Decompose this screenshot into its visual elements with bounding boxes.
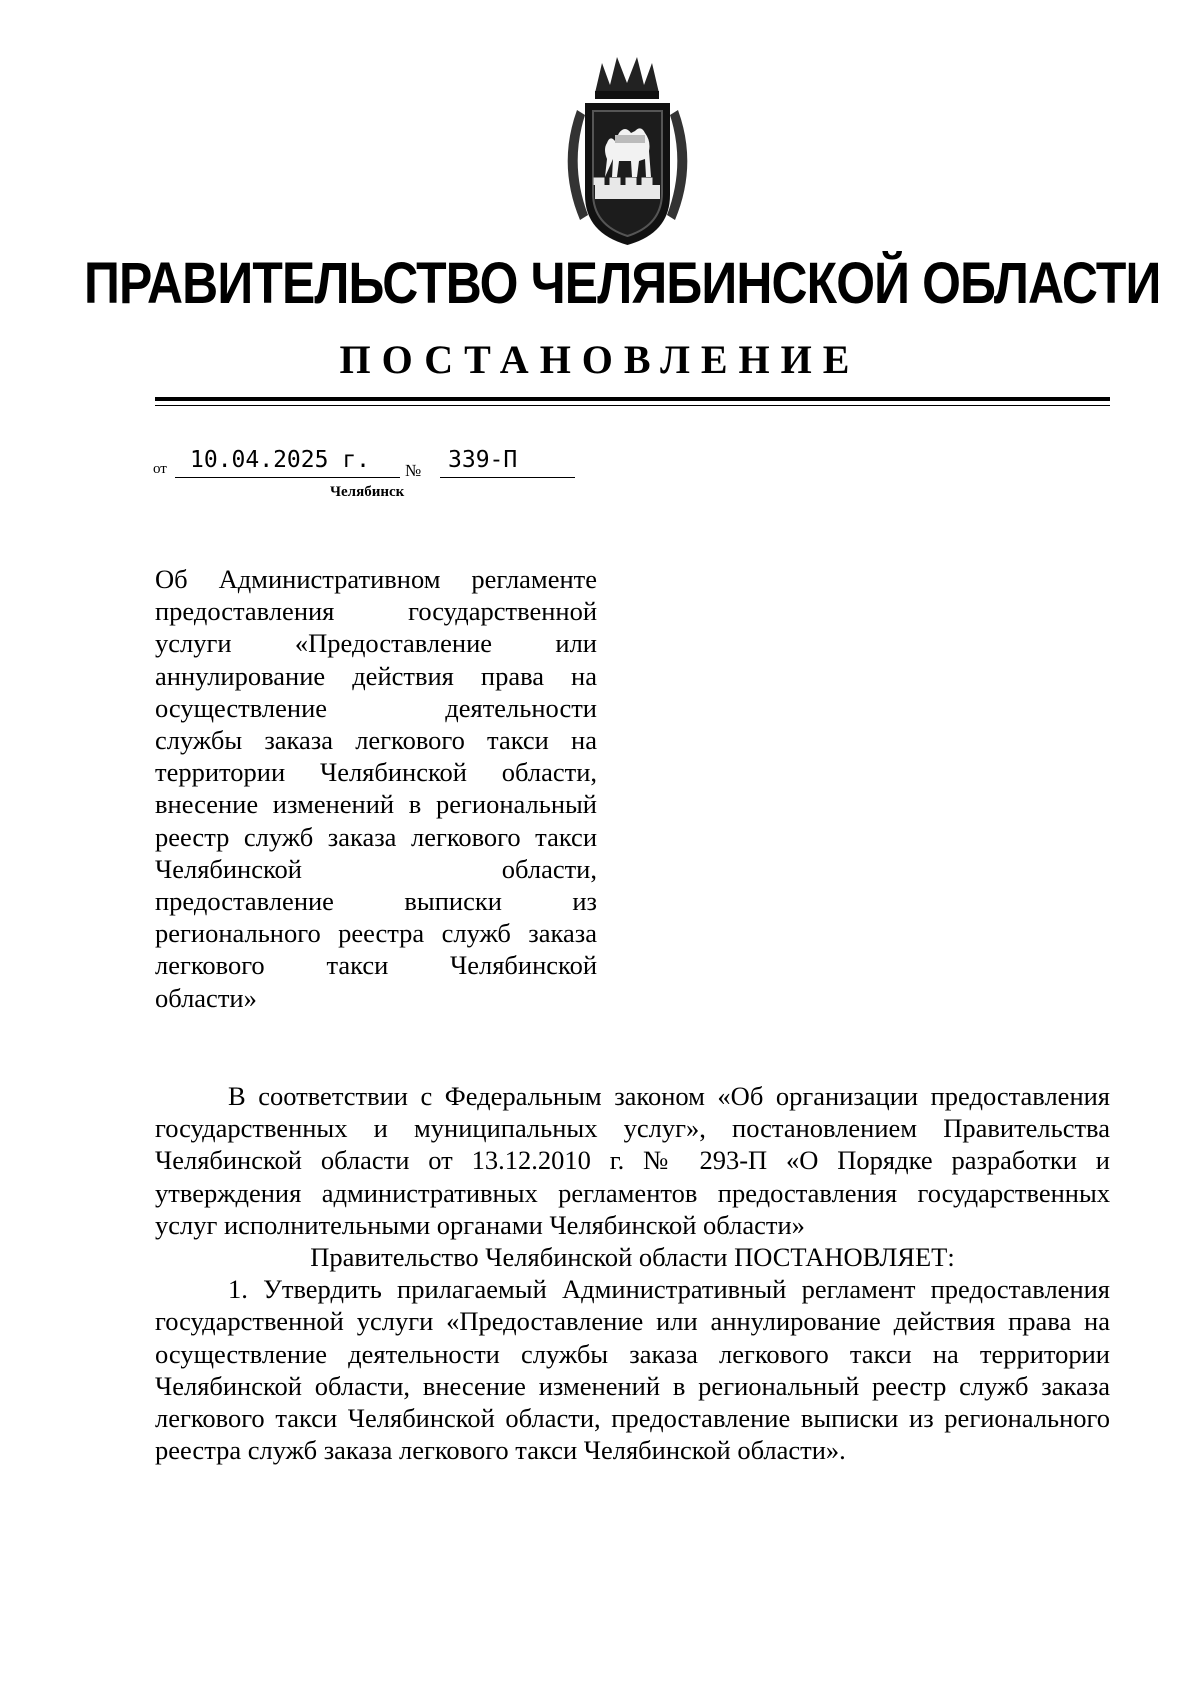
organization-title: ПРАВИТЕЛЬСТВО ЧЕЛЯБИНСКОЙ ОБЛАСТИ [84, 251, 1161, 316]
date-label: от [153, 461, 167, 477]
subject-line: предоставления государственной [155, 596, 597, 627]
item-1-paragraph: 1. Утвердить прилагаемый Административный регламент предоставления государственной услуги «Предоставление или аннулирование действия права на осуществление деятельности службы заказа легкового такси на территории Челябинской области, внесение изменений в региональный реестр служб заказа легкового такси Челябинской области, предоставление выписки из регионального реестра служб заказа легкового такси Челябинской области». [155, 1274, 1110, 1466]
number-label: № [405, 461, 422, 480]
subject-line: службы заказа легкового такси на [155, 725, 597, 756]
document-date: 10.04.2025 г. [190, 447, 371, 473]
subject-line: территории Челябинской области, [155, 757, 597, 788]
resolves-paragraph: Правительство Челябинской области ПОСТАНОВЛЯЕТ: [310, 1242, 955, 1273]
header-divider-thin [155, 405, 1110, 406]
subject-line: внесение изменений в региональный [155, 789, 597, 820]
date-underline [175, 477, 400, 478]
subject-line: Об Административном регламенте [155, 564, 597, 594]
subject-line: реестр служб заказа легкового такси [155, 821, 597, 852]
header-divider [155, 397, 1110, 401]
subject-line: Челябинской области, [155, 853, 597, 884]
document-type-title: ПОСТАНОВЛЕНИЕ [339, 337, 861, 382]
document-subject [155, 563, 597, 1014]
subject-line: услуги «Предоставление или [155, 628, 597, 659]
chelyabinsk-coat-of-arms-icon [555, 55, 700, 250]
subject-line: предоставление выписки из [155, 886, 597, 917]
number-underline [440, 477, 575, 478]
preamble-paragraph: В соответствии с Федеральным законом «Об организации предоставления государственных и муниципальных услуг», постановлением Правительства Челябинской области от 13.12.2010 г. № 293-П «О Порядке разработки и утверждения административных регламентов предоставления государственных услуг исполнительными органами Челябинской области» [155, 1081, 1110, 1240]
document-body [155, 1080, 1110, 1466]
subject-line: легкового такси Челябинской [155, 950, 597, 981]
subject-line: аннулирование действия права на [155, 660, 597, 691]
subject-line: области» [155, 982, 257, 1013]
subject-line: осуществление деятельности [155, 692, 597, 723]
city-name: Челябинск [330, 484, 405, 500]
document-number: 339-П [448, 447, 518, 473]
subject-line: регионального реестра служб заказа [155, 918, 597, 949]
